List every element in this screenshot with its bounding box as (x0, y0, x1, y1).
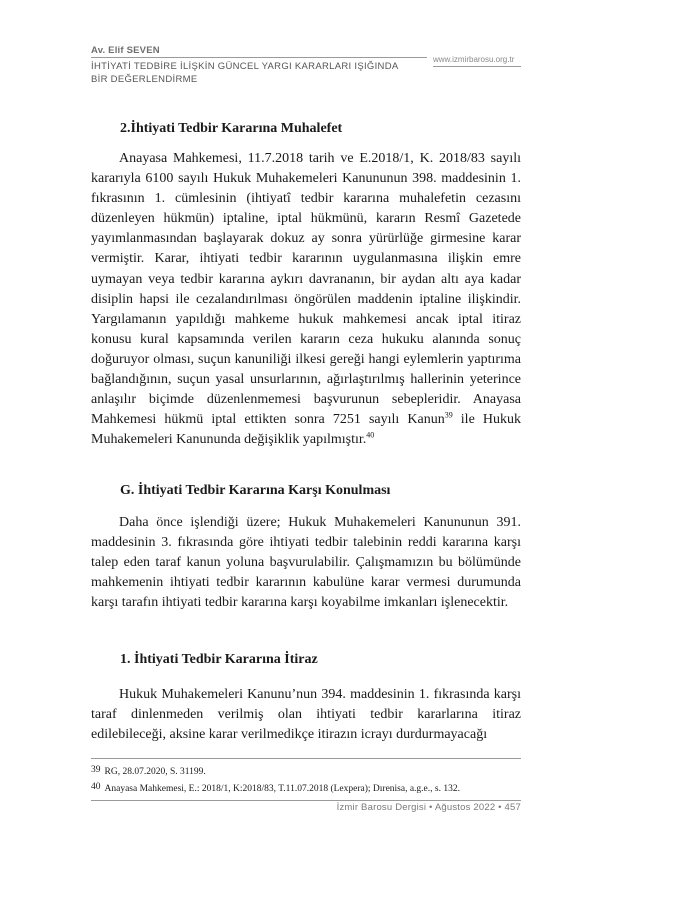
footer-rule (91, 800, 521, 801)
footer-journal: İzmir Barosu Dergisi • Ağustos 2022 • 457 (336, 802, 521, 813)
header-title (91, 60, 421, 86)
header-author: Av. Elif SEVEN (91, 45, 160, 56)
paragraph-itiraz: Hukuk Muhakemeleri Kanunu’nun 394. maddesinin 1. fıkrasında karşı taraf dinlenmeden verilmiş olan ihtiyati tedbir kararlarına itiraz edilebileceği, aksine karar verilmedikçe itirazın icrayı durdurmayacağı (91, 687, 521, 743)
section-heading-karsi-konulmasi: G. İhtiyati Tedbir Kararına Karşı Konulması (120, 483, 391, 498)
footnote-40-number: 40 (91, 782, 101, 792)
header-url: www.izmirbarosu.org.tr (433, 55, 515, 64)
paragraph-muhalefet-text-a: Anayasa Mahkemesi, 11.7.2018 tarih ve E.2018/1, K. 2018/83 sayılı kararıyla 6100 sayılı Hukuk Muhakemeleri Kanununun 398. maddesinin 1. fıkrasının 1. cümlesinin (ihtiyatî tedbir kararına muhalefetin cezasını düzenleyen hükmün) iptaline, iptal hükmünü, kararın Resmî Gazetede yayımlanmasından başlayarak dokuz ay sonra yürürlüğe girmesine karar vermiştir. Karar, ihtiyati tedbir kararının uygulanmasına ilişkin emre uymayan veya tedbir kararına aykırı davrananın, bir aydan altı aya kadar disiplin hapsi ile cezalandırılması öngörülen maddenin iptaline ilişkindir. Yargılamanın yapıldığı mahkeme hukuk mahkemesi ancak iptal itiraz konusu kural kapsamında verilen kararın ceza hukuku alanında sonuç doğuruyor olması, suçun kanuniliği ilkesi gereği hangi eylemlerin yaptırıma bağlandığının, suçun yasal unsurlarının, ağırlaştırılmış hallerinin yeterince anlaşılır biçimde düzenlenmemesi başvurunun sebepleridir. Anayasa Mahkemesi hükmü iptal ettikten sonra 7251 sayılı Kanun (91, 151, 521, 428)
paragraph-muhalefet-text-b: ile Hukuk Muhakemeleri Kanununda değişiklik yapılmıştır. (91, 412, 521, 448)
section-heading-muhalefet: 2.İhtiyati Tedbir Kararına Muhalefet (120, 121, 343, 136)
header-url-rule (433, 66, 521, 67)
footnote-rule (91, 758, 521, 759)
header-title-line-1: İHTİYATİ TEDBİRE İLİŞKİN GÜNCEL YARGI KARARLARI IŞIĞINDA (91, 61, 399, 72)
header-rule (91, 57, 427, 58)
footnote-40 (91, 782, 521, 794)
footnote-39-text: RG, 28.07.2020, S. 31199. (104, 767, 206, 777)
footnote-40-text: Anayasa Mahkemesi, E.: 2018/1, K:2018/83, T.11.07.2018 (Lexpera); Dırenisa, a.g.e., s. 132. (104, 784, 460, 794)
paragraph-muhalefet (91, 149, 521, 450)
paragraph-karsi-konulmasi: Daha önce işlendiği üzere; Hukuk Muhakemeleri Kanununun 391. maddesinin 3. fıkrasında göre ihtiyati tedbir talebinin reddi kararına karşı talep eden taraf kanun yoluna başvurulabilir. Çalışmamızın bu bölümünde mahkemenin ihtiyati tedbir kararının kabulüne karar vermesi durumunda karşı tarafın ihtiyati tedbir kararına karşı koyabilme imkanları işlenecektir. (91, 515, 521, 611)
section-heading-itiraz: 1. İhtiyati Tedbir Kararına İtiraz (120, 652, 318, 667)
footnote-39 (91, 765, 521, 777)
footnote-ref-39: 39 (444, 410, 453, 420)
footnote-ref-40: 40 (366, 430, 375, 440)
header-title-line-2: BİR DEĞERLENDİRME (91, 74, 198, 85)
footnote-39-number: 39 (91, 765, 101, 775)
